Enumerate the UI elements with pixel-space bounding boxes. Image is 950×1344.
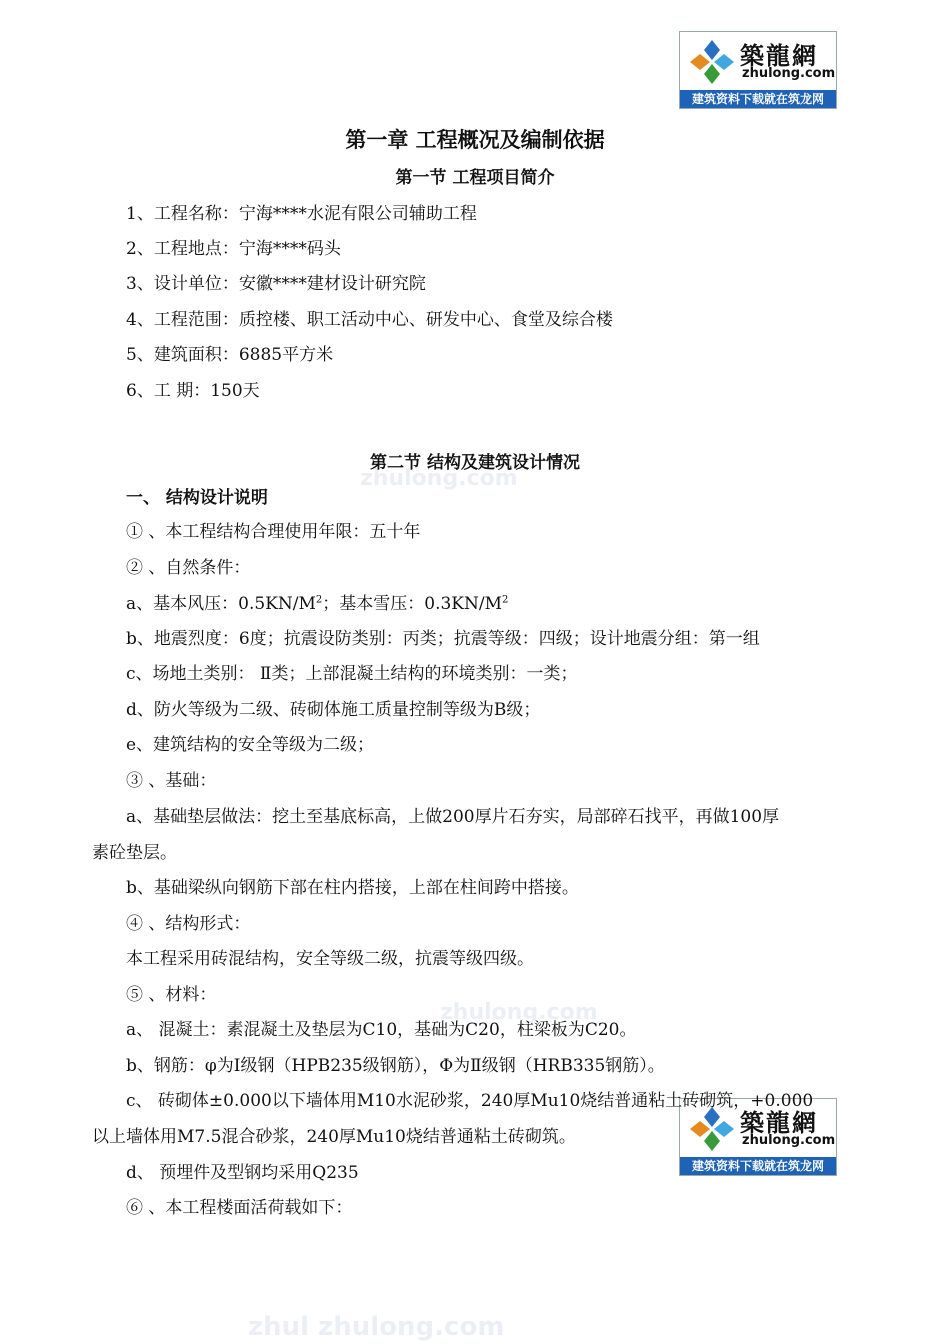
superscript: 2 <box>502 594 509 606</box>
paragraph: ⑤ 、材料： <box>126 985 217 1005</box>
watermark: zhulong.com <box>360 466 518 491</box>
logo-domain: zhulong.com <box>742 1133 836 1148</box>
logo-name: 築龍網 <box>740 42 818 70</box>
text-span: a、基本风压：0.5KN/M <box>126 594 316 614</box>
project-item: 1、工程名称：宁海****水泥有限公司辅助工程 <box>126 204 477 224</box>
watermark: zhulong.com <box>440 1000 598 1025</box>
section-title: 第二节 结构及建筑设计情况 <box>370 453 580 473</box>
logo-name: 築龍網 <box>740 1109 818 1137</box>
paragraph: b、基础梁纵向钢筋下部在柱内搭接，上部在柱间跨中搭接。 <box>126 878 579 898</box>
paragraph: ④ 、结构形式： <box>126 914 251 934</box>
project-item: 6、工 期：150天 <box>126 381 260 401</box>
section-title: 第一节 工程项目简介 <box>395 168 555 188</box>
paragraph: 以上墙体用M7.5混合砂浆，240厚Mu10烧结普通粘土砖砌筑。 <box>92 1127 576 1147</box>
paragraph: a、 混凝土：素混凝土及垫层为C10，基础为C20，柱梁板为C20。 <box>126 1020 637 1040</box>
project-item: 3、设计单位：安徽****建材设计研究院 <box>126 274 426 294</box>
zhulong-logo-icon <box>686 38 738 86</box>
part-title: 一、 结构设计说明 <box>126 488 268 508</box>
paragraph: d、防火等级为二级、砖砌体施工质量控制等级为B级； <box>126 700 541 720</box>
logo-slogan: 建筑资料下载就在筑龙网 <box>680 1157 836 1175</box>
paragraph: ① 、本工程结构合理使用年限：五十年 <box>126 522 421 542</box>
paragraph: c、 砖砌体±0.000以下墙体用M10水泥砂浆，240厚Mu10烧结普通粘土砖砌筑，+0.000 <box>126 1091 814 1111</box>
paragraph: ③ 、基础： <box>126 771 217 791</box>
paragraph <box>126 589 508 614</box>
project-item: 2、工程地点：宁海****码头 <box>126 239 341 259</box>
paragraph: b、地震烈度：6度；抗震设防类别：丙类；抗震等级：四级；设计地震分组：第一组 <box>126 629 760 649</box>
project-item: 5、建筑面积：6885平方米 <box>126 345 334 365</box>
logo-slogan: 建筑资料下载就在筑龙网 <box>680 90 836 108</box>
paragraph: e、建筑结构的安全等级为二级； <box>126 735 375 755</box>
paragraph: ⑥ 、本工程楼面活荷载如下： <box>126 1198 353 1218</box>
paragraph: 本工程采用砖混结构，安全等级二级，抗震等级四级。 <box>126 949 534 969</box>
paragraph: d、 预埋件及型钢均采用Q235 <box>126 1163 359 1183</box>
superscript: 2 <box>315 594 323 606</box>
paragraph: ② 、自然条件： <box>126 558 251 578</box>
text-span: ；基本雪压：0.3KN/M <box>322 594 503 614</box>
paragraph: a、基础垫层做法：挖土至基底标高，上做200厚片石夯实，局部碎石找平，再做100厚 <box>126 807 780 827</box>
zhulong-logo-icon <box>686 1105 738 1153</box>
chapter-title: 第一章 工程概况及编制依据 <box>345 128 605 152</box>
logo-domain: zhulong.com <box>742 66 836 81</box>
paragraph: 素砼垫层。 <box>92 843 177 863</box>
project-item: 4、工程范围：质控楼、职工活动中心、研发中心、食堂及综合楼 <box>126 310 613 330</box>
zhulong-logo <box>679 31 837 109</box>
paragraph: b、钢筋：φ为Ⅰ级钢（HPB235级钢筋），Φ为Ⅱ级钢（HRB335钢筋）。 <box>126 1056 665 1076</box>
watermark: zhul zhulong.com <box>248 1312 505 1342</box>
paragraph: c、场地土类别： Ⅱ类；上部混凝土结构的环境类别：一类； <box>126 664 578 684</box>
